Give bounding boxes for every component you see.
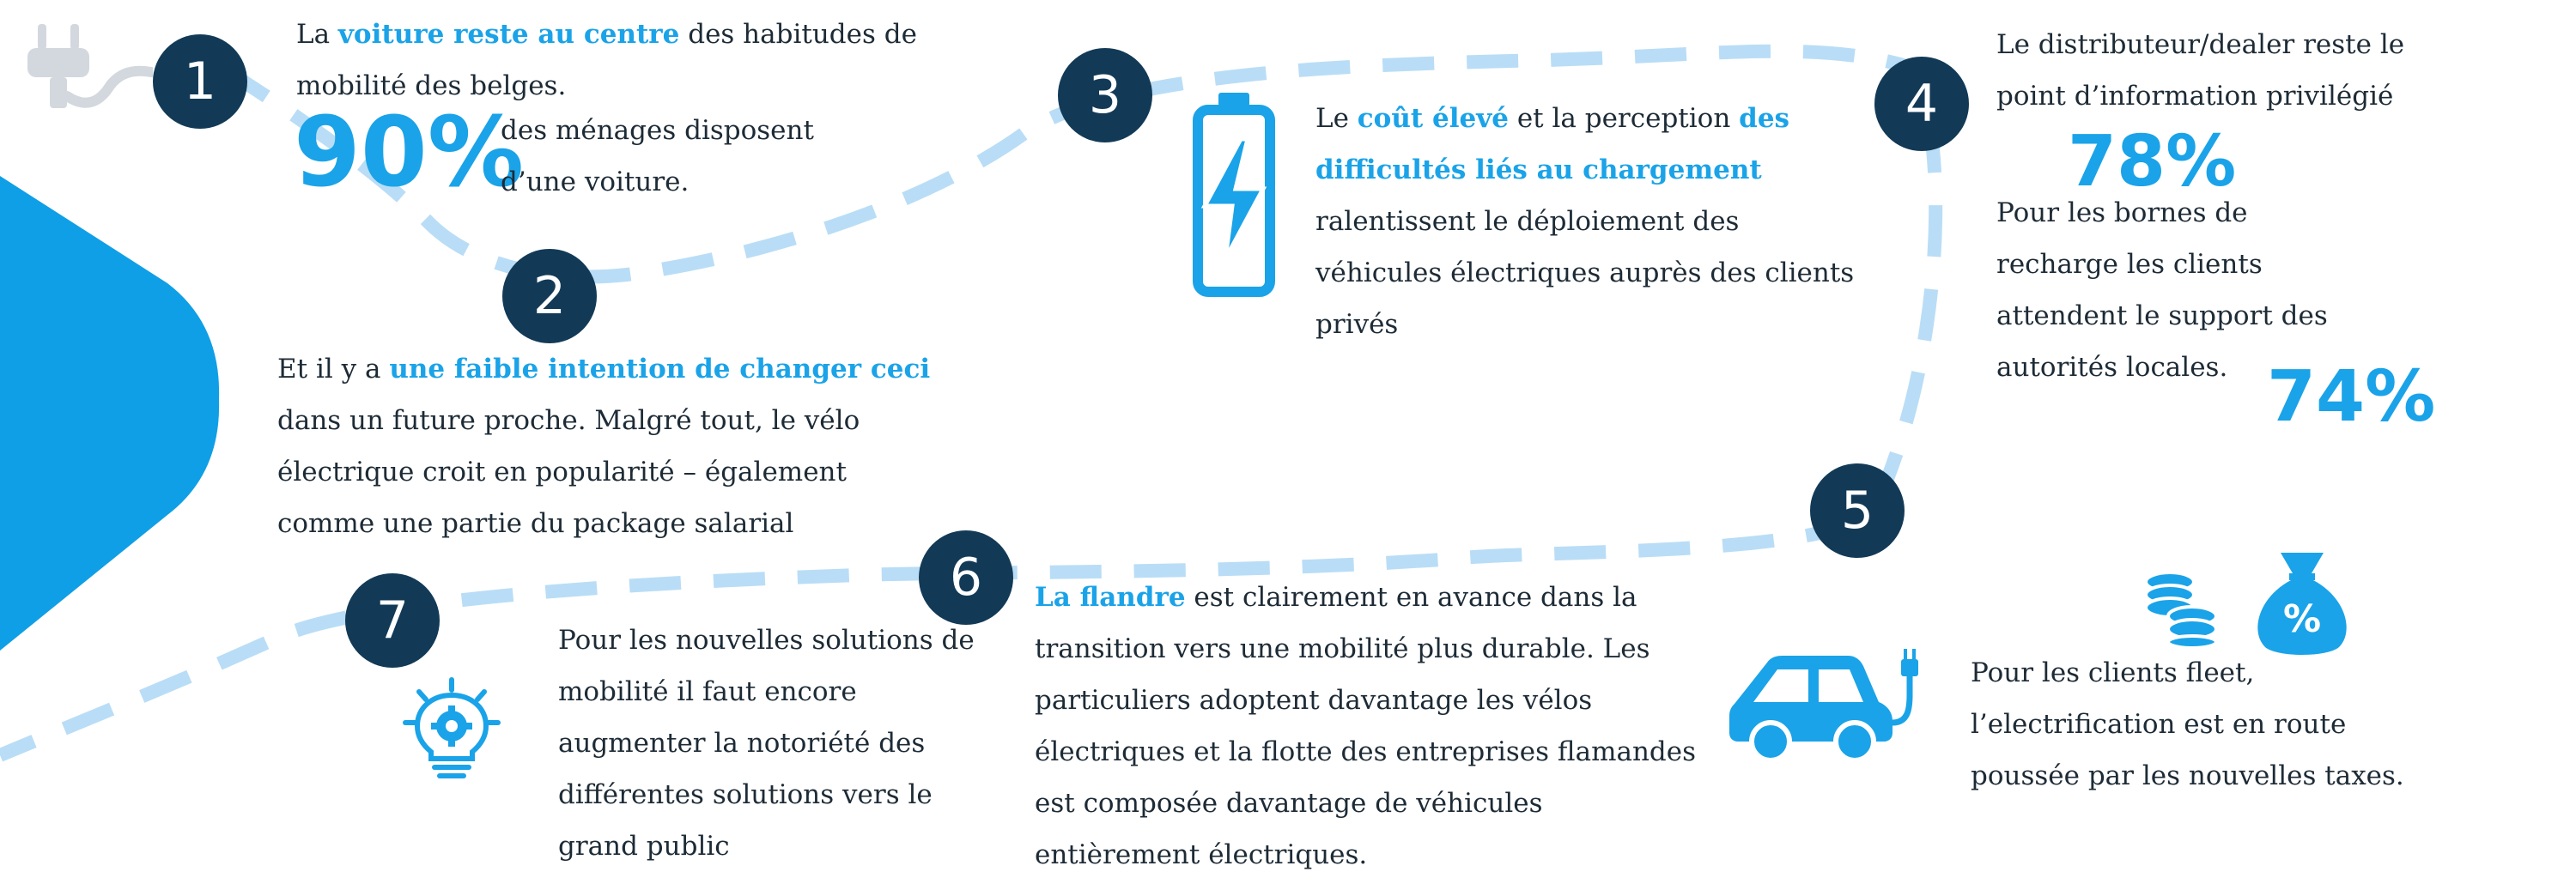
step-3-badge: 3 [1058,48,1152,142]
step-6-badge: 6 [919,530,1013,625]
lightbulb-gear-icon [400,676,503,788]
step-2-badge: 2 [502,249,597,343]
step-6-text: La flandre est clairement en avance dans la transition vers une mobilité plus durable. Les particuliers adoptent davantage les vélos électriques et la flotte des entreprises flamandes est composée davantage de véhicules entièrement électriques. [1035,582,1697,870]
step-1-text: La voiture reste au centre des habitudes de mobilité des belges. [296,19,917,101]
step-1-stat-text: des ménages disposent d’une voiture. [501,115,814,197]
step-1-stat: 90% [294,97,525,209]
electric-car-icon [1726,644,1923,764]
step-4-text: Le distributeur/dealer reste le point d’information privilégié [1996,29,2405,112]
svg-text:%: % [2282,597,2322,641]
step-5-badge: 5 [1810,463,1905,558]
step-4-stat-1: 78% [2068,121,2237,203]
left-triangle-decoration [0,176,219,651]
step-7-badge: 7 [345,573,440,668]
step-7-text: Pour les nouvelles solutions de mobilité il faut encore augmenter la notoriété des différentes solutions vers le grand public [558,625,975,862]
step-4-text-2: Pour les bornes de recharge les clients attendent le support des autorités locales. [1996,197,2328,383]
step-4-stat-2: 74% [2267,356,2436,438]
step-5-text: Pour les clients fleet, l’electrification est en route poussée par les nouvelles taxes. [1971,657,2404,791]
step-3-text: Le coût élevé et la perception des difficultés liés au chargement ralentissent le déploiement des véhicules électriques auprès des clients privés [1315,103,1855,340]
step-4-badge: 4 [1874,57,1969,151]
step-2-text: Et il y a une faible intention de changer ceci dans un future proche. Malgré tout, le vélo électrique croit en popularité – également comme une partie du package salarial [277,354,931,539]
coins-icon [2141,568,2222,650]
battery-charging-icon [1191,88,1277,298]
money-bag-percent-icon [2246,546,2358,657]
plug-icon [24,19,153,113]
step-1-badge: 1 [153,34,247,129]
